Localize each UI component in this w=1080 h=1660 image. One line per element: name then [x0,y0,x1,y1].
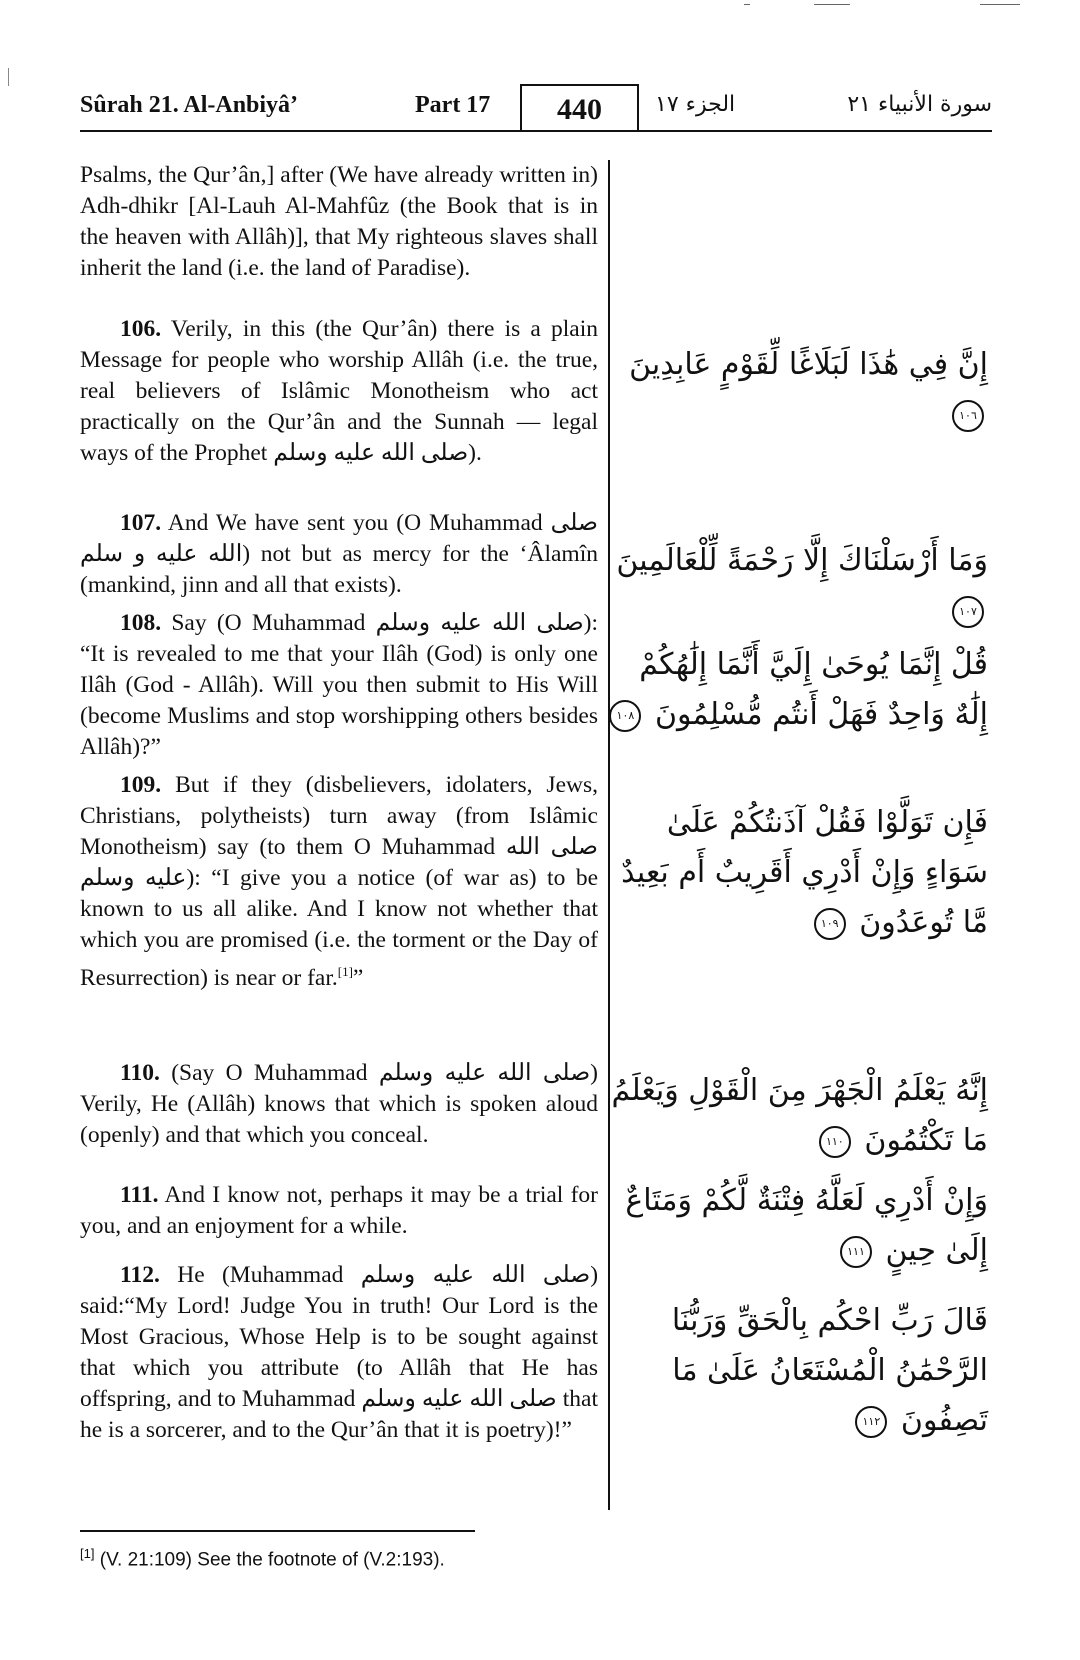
arabic-text: قُلْ إِنَّمَا يُوحَىٰ إِلَيَّ أَنَّمَا إِلَٰهُكُمْ إِلَٰهٌ وَاحِدٌ فَهَلْ أَنتُم مُّسْلِمُونَ [639,647,988,732]
arabic-surah-title: سورة الأنبياء ٢١ [847,92,992,117]
arabic-verse-111 [598,1176,988,1276]
arabic-verse-109 [598,798,988,948]
arabic-verse-106 [598,340,988,440]
top-edge-marks [680,0,1080,10]
verse-number: 106. [120,316,162,342]
left-edge-mark [8,68,9,86]
verse-text: He (Muhammad صلى الله عليه وسلم) said:“My Lord! Judge You in truth! Our Lord is the Most Gracious, Whose Help is to be sought against that which you attribute (to Allâh that He has offspring, and to Muhammad صلى الله عليه وسلم that he is a sorcerer, and to the Qur’ân that it is poetry)!” [80,1262,599,1443]
header-rule [80,130,992,132]
closing-quote: ” [352,964,364,991]
verse-number: 109. [120,772,162,798]
verse-end-marker-icon: ١٠٩ [814,908,846,940]
verse-106 [80,314,598,469]
verse-number: 107. [120,510,162,536]
part-label: Part 17 [415,92,491,118]
arabic-part-label: الجزء ١٧ [655,92,736,117]
verse-end-marker-icon: ١١١ [840,1236,872,1268]
verse-text: But if they (disbelievers, idolaters, Jews, Christians, polytheists) turn away (from Islâmic Monotheism) say (to them O Muhammad صلى الله عليه وسلم): “I give you a notice (of war as) to be known to us all alike. And I know not whether that which you are promised (i.e. the torment or the Day of Resurrection) is near or far. [80,772,598,991]
arabic-text: فَإِن تَوَلَّوْا فَقُلْ آذَنتُكُمْ عَلَىٰ سَوَاءٍ وَإِنْ أَدْرِي أَقَرِيبٌ أَم بَعِيدٌ مَّا تُوعَدُونَ [621,805,988,940]
verse-text: (Say O Muhammad صلى الله عليه وسلم) Verily, He (Allâh) knows that which is spoken aloud (openly) and that which you conceal. [80,1060,598,1148]
verse-text: And We have sent you (O Muhammad صلى الله عليه و سلم) not but as mercy for the ‘Âlamîn (mankind, jinn and all that exists). [80,510,598,598]
arabic-text: إِنَّ فِي هَٰذَا لَبَلَاغًا لِّقَوْمٍ عَابِدِينَ [629,347,988,382]
arabic-verse-107 [598,536,988,636]
verse-112 [80,1260,598,1446]
arabic-text: قَالَ رَبِّ احْكُم بِالْحَقِّ وَرَبُّنَا الرَّحْمَٰنُ الْمُسْتَعَانُ عَلَىٰ مَا تَصِفُونَ [671,1303,988,1438]
verse-108 [80,608,598,763]
verse-text: Psalms, the Qur’ân,] after (We have already written in) Adh-dhikr [Al-Lauh Al-Mahfûz (the Book that is in the heaven with Allâh)], that My righteous slaves shall inherit the land (i.e. the land of Paradise). [80,162,598,281]
verse-111 [80,1180,598,1242]
arabic-verse-108 [598,640,988,740]
verse-107 [80,508,598,601]
footnote-ref: [1] [337,964,353,979]
verse-number: 108. [120,610,162,636]
verse-number: 112. [120,1262,160,1288]
verse-end-marker-icon: ١٠٧ [952,596,984,628]
arabic-text: وَإِنْ أَدْرِي لَعَلَّهُ فِتْنَةٌ لَّكُمْ وَمَتَاعٌ إِلَىٰ حِينٍ [625,1183,988,1268]
footnote-text: (V. 21:109) See the footnote of (V.2:193). [99,1549,445,1571]
verse-text: Say (O Muhammad صلى الله عليه وسلم): “It is revealed to me that your Ilâh (God) is only one Ilâh (God - Allâh). Will you then submit to His Will (become Muslims and stop worshipping others besides Allâh)?” [80,610,599,760]
footnote [80,1546,445,1571]
footnote-rule [80,1530,475,1532]
page-header [80,84,992,132]
arabic-text: وَمَا أَرْسَلْنَاكَ إِلَّا رَحْمَةً لِّلْعَالَمِينَ [616,543,988,578]
arabic-verse-112 [598,1296,988,1446]
arabic-text: إِنَّهُ يَعْلَمُ الْجَهْرَ مِنَ الْقَوْلِ وَيَعْلَمُ مَا تَكْتُمُونَ [611,1073,988,1158]
verse-end-marker-icon: ١١٢ [855,1406,887,1438]
verse-110 [80,1058,598,1151]
verse-end-marker-icon: ١٠٨ [609,700,641,732]
page-number: 440 [520,84,639,132]
verse-continuation [80,160,598,284]
footnote-ref: [1] [80,1546,95,1561]
verse-number: 110. [120,1060,160,1086]
verse-end-marker-icon: ١١٠ [819,1126,851,1158]
verse-109 [80,770,598,994]
verse-text: Verily, in this (the Qur’ân) there is a plain Message for people who worship Allâh (i.e. the true, real believers of Islâmic Monotheism who act practically on the Qur’ân and the Sunnah — legal ways of the Prophet صلى الله عليه وسلم). [80,316,599,466]
verse-text: And I know not, perhaps it may be a trial for you, and an enjoyment for a while. [80,1182,598,1239]
verse-end-marker-icon: ١٠٦ [952,400,984,432]
verse-number: 111. [120,1182,159,1208]
surah-title: Sûrah 21. Al-Anbiyâ’ [80,92,299,118]
arabic-verse-110 [598,1066,988,1166]
